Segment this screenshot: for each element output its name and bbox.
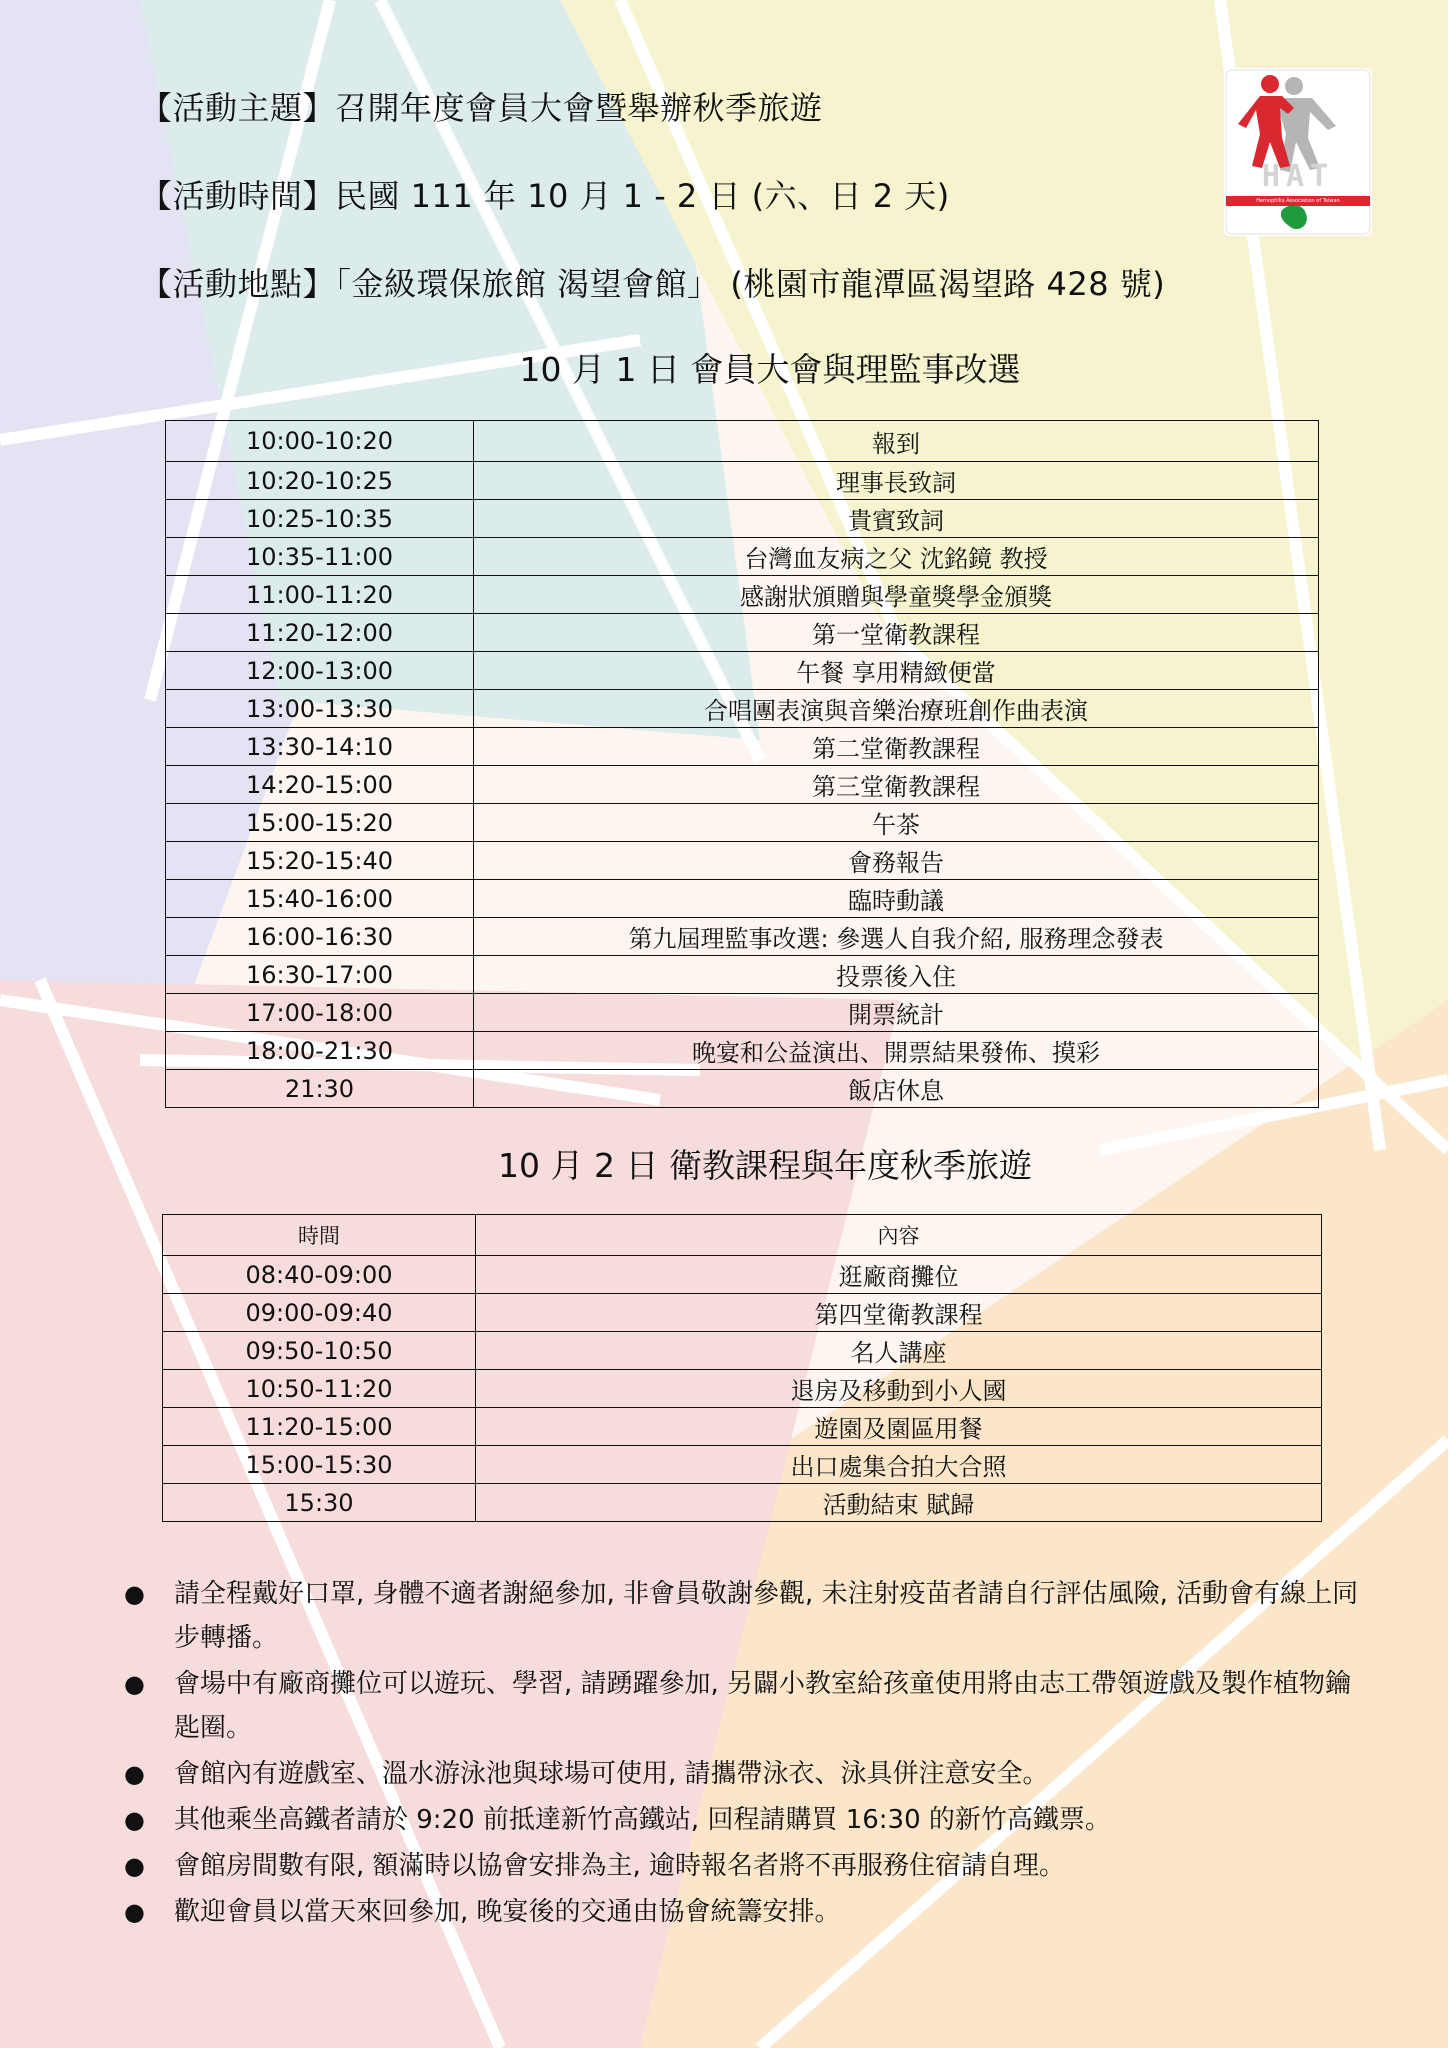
note-item xyxy=(120,1662,1360,1750)
bullet-icon: ● xyxy=(124,1852,145,1880)
table-row xyxy=(163,1332,1322,1370)
bullet-icon: ● xyxy=(124,1580,145,1608)
schedule-item: 第四堂衛教課程 xyxy=(476,1294,1322,1332)
table-row xyxy=(163,1256,1322,1294)
schedule-time: 16:30-17:00 xyxy=(166,956,474,994)
schedule-item: 理事長致詞 xyxy=(474,462,1319,500)
table-row xyxy=(166,804,1319,842)
schedule-item: 合唱團表演與音樂治療班創作曲表演 xyxy=(474,690,1319,728)
schedule-time: 15:20-15:40 xyxy=(166,842,474,880)
association-logo xyxy=(1224,68,1372,236)
schedule-item: 貴賓致詞 xyxy=(474,500,1319,538)
table-row xyxy=(166,462,1319,500)
schedule-time: 11:20-15:00 xyxy=(163,1408,476,1446)
note-text: 會館房間數有限, 額滿時以協會安排為主, 逾時報名者將不再服務住宿請自理。 xyxy=(174,1851,1066,1881)
schedule-item: 退房及移動到小人國 xyxy=(476,1370,1322,1408)
table-row xyxy=(166,538,1319,576)
schedule-item: 出口處集合拍大合照 xyxy=(476,1446,1322,1484)
table-row xyxy=(166,842,1319,880)
bullet-icon: ● xyxy=(124,1898,145,1926)
schedule-item: 午餐 享用精緻便當 xyxy=(474,652,1319,690)
schedule-time: 18:00-21:30 xyxy=(166,1032,474,1070)
table-row xyxy=(166,1070,1319,1108)
schedule-time: 10:20-10:25 xyxy=(166,462,474,500)
schedule-item: 晚宴和公益演出、開票結果發佈、摸彩 xyxy=(474,1032,1319,1070)
schedule-item: 第二堂衛教課程 xyxy=(474,728,1319,766)
schedule-item: 臨時動議 xyxy=(474,880,1319,918)
schedule-time: 11:20-12:00 xyxy=(166,614,474,652)
schedule-time: 16:00-16:30 xyxy=(166,918,474,956)
schedule-item: 午茶 xyxy=(474,804,1319,842)
table-row xyxy=(166,421,1319,462)
day2-schedule-table xyxy=(162,1214,1322,1522)
schedule-item: 第一堂衛教課程 xyxy=(474,614,1319,652)
schedule-time: 11:00-11:20 xyxy=(166,576,474,614)
day1-title: 10 月 1 日 會員大會與理監事改選 xyxy=(519,350,1021,389)
schedule-item: 逛廠商攤位 xyxy=(476,1256,1322,1294)
day1-schedule-table xyxy=(165,420,1319,1108)
schedule-item: 飯店休息 xyxy=(474,1070,1319,1108)
schedule-time: 09:00-09:40 xyxy=(163,1294,476,1332)
note-item xyxy=(120,1844,1360,1888)
schedule-item: 活動結束 賦歸 xyxy=(476,1484,1322,1522)
note-text: 會場中有廠商攤位可以遊玩、學習, 請踴躍參加, 另闢小教室給孩童使用將由志工帶領遊戲及製作植物鑰匙圈。 xyxy=(174,1669,1352,1743)
note-item xyxy=(120,1752,1360,1796)
bullet-icon: ● xyxy=(124,1670,145,1698)
logo-acronym: HAT xyxy=(1261,159,1335,194)
schedule-item: 報到 xyxy=(474,421,1319,462)
schedule-time: 15:00-15:30 xyxy=(163,1446,476,1484)
header-content: 內容 xyxy=(476,1215,1322,1256)
schedule-item: 台灣血友病之父 沈銘鏡 教授 xyxy=(474,538,1319,576)
activity-theme: 【活動主題】召開年度會員大會暨舉辦秋季旅遊 xyxy=(140,89,823,127)
schedule-time: 13:00-13:30 xyxy=(166,690,474,728)
note-text: 會館內有遊戲室、溫水游泳池與球場可使用, 請攜帶泳衣、泳具併注意安全。 xyxy=(174,1759,1049,1789)
schedule-time: 10:35-11:00 xyxy=(166,538,474,576)
schedule-item: 名人講座 xyxy=(476,1332,1322,1370)
schedule-time: 15:30 xyxy=(163,1484,476,1522)
logo-tagline: Hemophilia Association of Taiwan xyxy=(1256,198,1340,204)
table-row xyxy=(166,994,1319,1032)
note-item xyxy=(120,1798,1360,1842)
schedule-item: 第九屆理監事改選: 參選人自我介紹, 服務理念發表 xyxy=(474,918,1319,956)
schedule-time: 10:25-10:35 xyxy=(166,500,474,538)
table-row xyxy=(166,614,1319,652)
bullet-icon: ● xyxy=(124,1806,145,1834)
schedule-time: 10:00-10:20 xyxy=(166,421,474,462)
table-row xyxy=(166,576,1319,614)
schedule-time: 08:40-09:00 xyxy=(163,1256,476,1294)
table-row xyxy=(163,1370,1322,1408)
table-row xyxy=(166,1032,1319,1070)
table-row xyxy=(163,1484,1322,1522)
table-header-row xyxy=(163,1215,1322,1256)
schedule-item: 開票統計 xyxy=(474,994,1319,1032)
schedule-time: 13:30-14:10 xyxy=(166,728,474,766)
schedule-item: 投票後入住 xyxy=(474,956,1319,994)
table-row xyxy=(166,880,1319,918)
schedule-time: 15:00-15:20 xyxy=(166,804,474,842)
bullet-icon: ● xyxy=(124,1760,145,1788)
schedule-item: 遊園及園區用餐 xyxy=(476,1408,1322,1446)
schedule-item: 第三堂衛教課程 xyxy=(474,766,1319,804)
schedule-time: 14:20-15:00 xyxy=(166,766,474,804)
table-row xyxy=(166,690,1319,728)
schedule-time: 17:00-18:00 xyxy=(166,994,474,1032)
note-text: 其他乘坐高鐵者請於 9:20 前抵達新竹高鐵站, 回程請購買 16:30 的新竹高鐵票。 xyxy=(174,1805,1111,1835)
table-row xyxy=(166,652,1319,690)
notes-list xyxy=(120,1572,1360,1936)
table-row xyxy=(163,1408,1322,1446)
note-text: 歡迎會員以當天來回參加, 晚宴後的交通由協會統籌安排。 xyxy=(174,1897,841,1927)
table-row xyxy=(166,918,1319,956)
table-row xyxy=(166,766,1319,804)
logo-figures-icon xyxy=(1224,68,1372,236)
schedule-time: 09:50-10:50 xyxy=(163,1332,476,1370)
note-item xyxy=(120,1572,1360,1660)
table-row xyxy=(163,1294,1322,1332)
schedule-time: 21:30 xyxy=(166,1070,474,1108)
schedule-time: 12:00-13:00 xyxy=(166,652,474,690)
table-row xyxy=(166,956,1319,994)
schedule-time: 10:50-11:20 xyxy=(163,1370,476,1408)
schedule-item: 會務報告 xyxy=(474,842,1319,880)
header-time: 時間 xyxy=(163,1215,476,1256)
activity-location: 【活動地點】「金級環保旅館 渴望會館」 (桃園市龍潭區渴望路 428 號) xyxy=(140,265,1166,303)
note-text: 請全程戴好口罩, 身體不適者謝絕參加, 非會員敬謝參觀, 未注射疫苗者請自行評估風險, 活動會有線上同步轉播。 xyxy=(174,1579,1359,1653)
table-row xyxy=(166,728,1319,766)
schedule-time: 15:40-16:00 xyxy=(166,880,474,918)
activity-time: 【活動時間】民國 111 年 10 月 1 - 2 日 (六、日 2 天) xyxy=(140,177,950,215)
day2-title: 10 月 2 日 衛教課程與年度秋季旅遊 xyxy=(498,1146,1032,1185)
table-row xyxy=(166,500,1319,538)
schedule-item: 感謝狀頒贈與學童獎學金頒獎 xyxy=(474,576,1319,614)
note-item xyxy=(120,1890,1360,1934)
table-row xyxy=(163,1446,1322,1484)
